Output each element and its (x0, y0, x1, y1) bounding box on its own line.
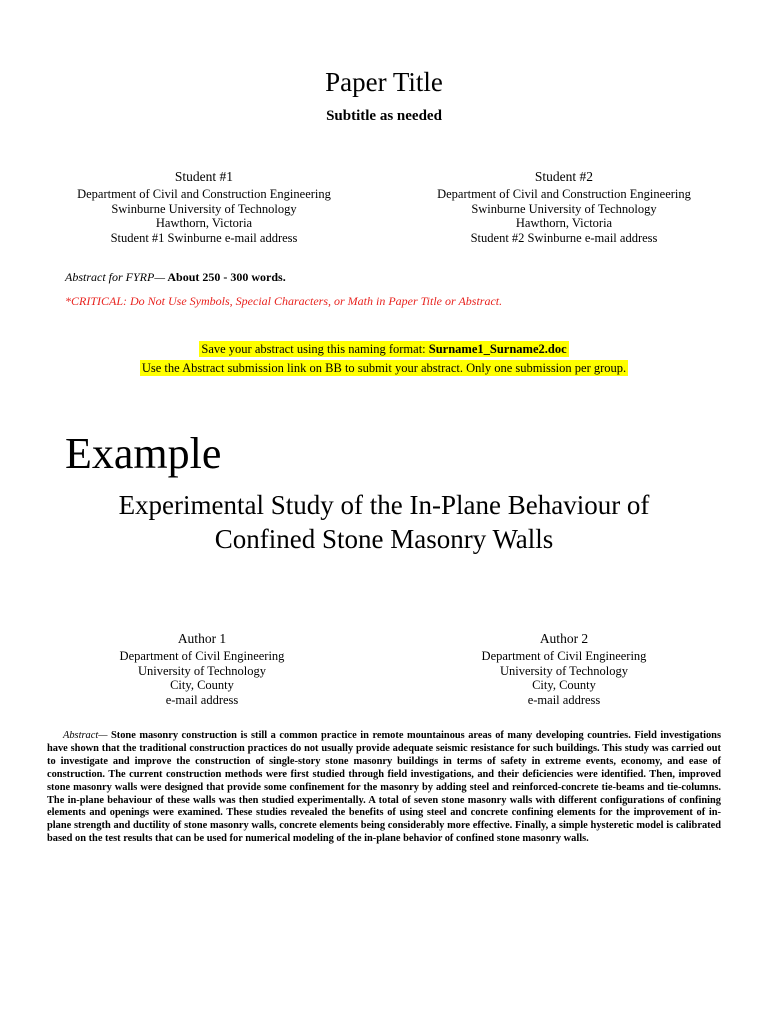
abstract-text: Stone masonry construction is still a common practice in remote mountainous areas of many developing countries. Field investigations have shown that the traditional construction practices do not usually provide adequate seismic resistance for such buildings. This study was carried out to investigate and improve the construction of single-story stone masonry buildings in terms of safety in extreme events, economy, and ease of construction. The current construction methods were first studied through field investigations, and their deficiencies were identified. Then, improved stone masonry walls were designed that provide some confinement for the masonry by adding steel and reinforced-concrete tie-beams and tie-columns. The in-plane behaviour of these walls was then studied experimentally. A total of seven stone masonry walls with different configurations of confining elements and openings were examined. These studies revealed the benefits of using steel and concrete confining elements for the improvement of in-plane strength and ductility of stone masonry walls, concrete elements being considerably more effective. Finally, a simple hysteretic model is calibrated based on the test results that can be used for numerical modeling of the in-plane behavior of confined stone masonry walls. (47, 730, 721, 845)
student-university: Swinburne University of Technology (111, 201, 297, 216)
abstract-label: Abstract— (63, 730, 108, 741)
author-2-block (384, 630, 744, 707)
example-heading: Example (65, 429, 222, 478)
paper-title: Paper Title (325, 67, 443, 97)
naming-format-highlight (199, 341, 568, 357)
abstract-note-label: Abstract for FYRP— (65, 270, 166, 284)
student-1-block (24, 168, 384, 245)
author-email: e-mail address (165, 692, 239, 707)
student-name: Student #2 (534, 169, 594, 184)
student-email: Student #2 Swinburne e-mail address (470, 230, 658, 245)
author-name: Author 2 (539, 631, 589, 646)
student-2-block (384, 168, 744, 245)
author-university: University of Technology (499, 663, 629, 678)
title-line-2: Confined Stone Masonry Walls (214, 524, 554, 554)
author-1-block (22, 630, 382, 707)
abstract-word-count: About 250 - 300 words. (165, 270, 286, 284)
submission-link-note: Use the Abstract submission link on BB to submit your abstract. Only one submission per group. (141, 361, 627, 375)
student-department: Department of Civil and Construction Engineering (437, 187, 691, 201)
author-department: Department of Civil Engineering (119, 649, 285, 663)
filename-format: Surname1_Surname2.doc (428, 342, 567, 356)
critical-warning: *CRITICAL: Do Not Use Symbols, Special Characters, or Math in Paper Title or Abstract. (65, 294, 503, 308)
author-location: City, County (532, 678, 596, 692)
paper-subtitle: Subtitle as needed (326, 108, 442, 124)
author-university: University of Technology (137, 663, 267, 678)
example-paper-title (54, 488, 714, 556)
student-location: Hawthorn, Victoria (155, 216, 253, 230)
student-name: Student #1 (174, 169, 234, 184)
title-line-1: Experimental Study of the In-Plane Behaviour of (118, 490, 650, 520)
naming-format-text: Save your abstract using this naming format: (201, 342, 429, 356)
student-department: Department of Civil and Construction Engineering (77, 187, 331, 201)
student-university: Swinburne University of Technology (471, 201, 657, 216)
author-email: e-mail address (527, 692, 601, 707)
author-department: Department of Civil Engineering (481, 649, 647, 663)
example-abstract (47, 730, 721, 846)
student-email: Student #1 Swinburne e-mail address (110, 230, 298, 245)
submission-instructions (0, 340, 768, 378)
abstract-length-note (65, 269, 286, 285)
student-location: Hawthorn, Victoria (515, 216, 613, 230)
author-location: City, County (170, 678, 234, 692)
author-name: Author 1 (177, 631, 227, 646)
